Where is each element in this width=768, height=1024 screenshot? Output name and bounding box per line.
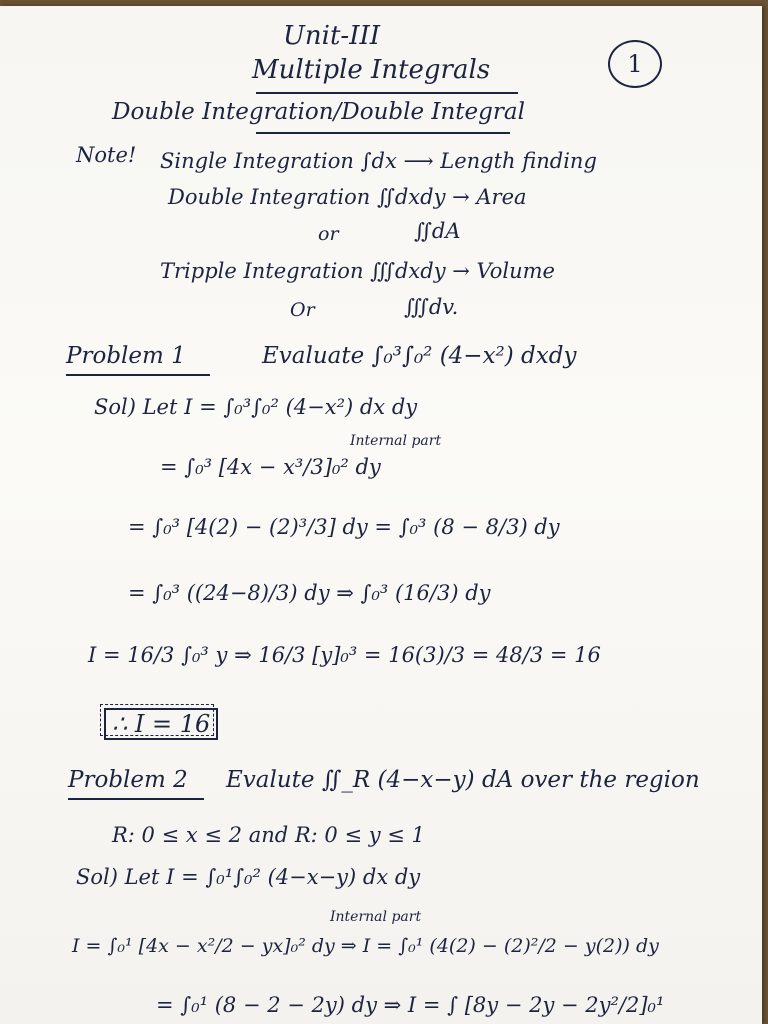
problem2-statement: Evalute ∬_R (4−x−y) dA over the region [226,767,700,793]
problem2-label: Problem 2 [68,767,188,793]
page-number: 1 [627,50,643,78]
problem1-step2: = ∫₀³ [4x − x³/3]₀² dy [160,455,381,479]
problem1-answer: ∴ I = 16 [112,710,211,738]
problem1-answer-box [104,708,218,740]
note-triple: Tripple Integration ∭dxdy → Volume [160,259,555,283]
problem2-step3: = ∫₀¹ (8 − 2 − 2y) dy ⇒ I = ∫ [8y − 2y − 2y²/2]₀¹ [156,993,665,1017]
problem1-step1: Sol) Let I = ∫₀³∫₀² (4−x²) dx dy [94,395,418,419]
note-double: Double Integration ∬dxdy → Area [168,185,527,209]
page-title: Multiple Integrals [252,55,491,85]
problem1-step4: = ∫₀³ ((24−8)/3) dy ⇒ ∫₀³ (16/3) dy [128,581,491,605]
problem2-step1: Sol) Let I = ∫₀¹∫₀² (4−x−y) dx dy [76,865,421,889]
note-single: Single Integration ∫dx ⟶ Length finding [160,149,597,173]
note-or-2: Or [290,299,315,321]
notebook-page [0,6,762,1024]
problem1-statement: Evaluate ∫₀³∫₀² (4−x²) dxdy [262,343,577,369]
unit-heading: Unit-III [283,21,381,51]
note-or-1: or [318,223,339,245]
problem1-step3: = ∫₀³ [4(2) − (2)³/3] dy = ∫₀³ (8 − 8/3) dy [128,515,560,539]
problem1-internal-note: Internal part [350,433,442,449]
section-heading: Double Integration/Double Integral [112,99,525,125]
section-underline [256,132,510,134]
problem2-underline [68,798,204,800]
problem1-step5: I = 16/3 ∫₀³ y ⇒ 16/3 [y]₀³ = 16(3)/3 = 48/3 = 16 [88,643,601,667]
problem1-underline [66,374,210,376]
note-label: Note! [76,143,137,167]
problem1-label: Problem 1 [66,343,186,369]
problem2-internal-note: Internal part [330,909,422,925]
problem2-step2: I = ∫₀¹ [4x − x²/2 − yx]₀² dy ⇒ I = ∫₀¹ (4(2) − (2)²/2 − y(2)) dy [72,935,659,957]
note-double-alt: ∬dA [414,219,461,243]
note-triple-alt: ∭dv. [404,295,459,319]
title-underline [256,92,518,94]
page-number-circle [608,40,662,88]
problem2-region: R: 0 ≤ x ≤ 2 and R: 0 ≤ y ≤ 1 [112,823,425,847]
